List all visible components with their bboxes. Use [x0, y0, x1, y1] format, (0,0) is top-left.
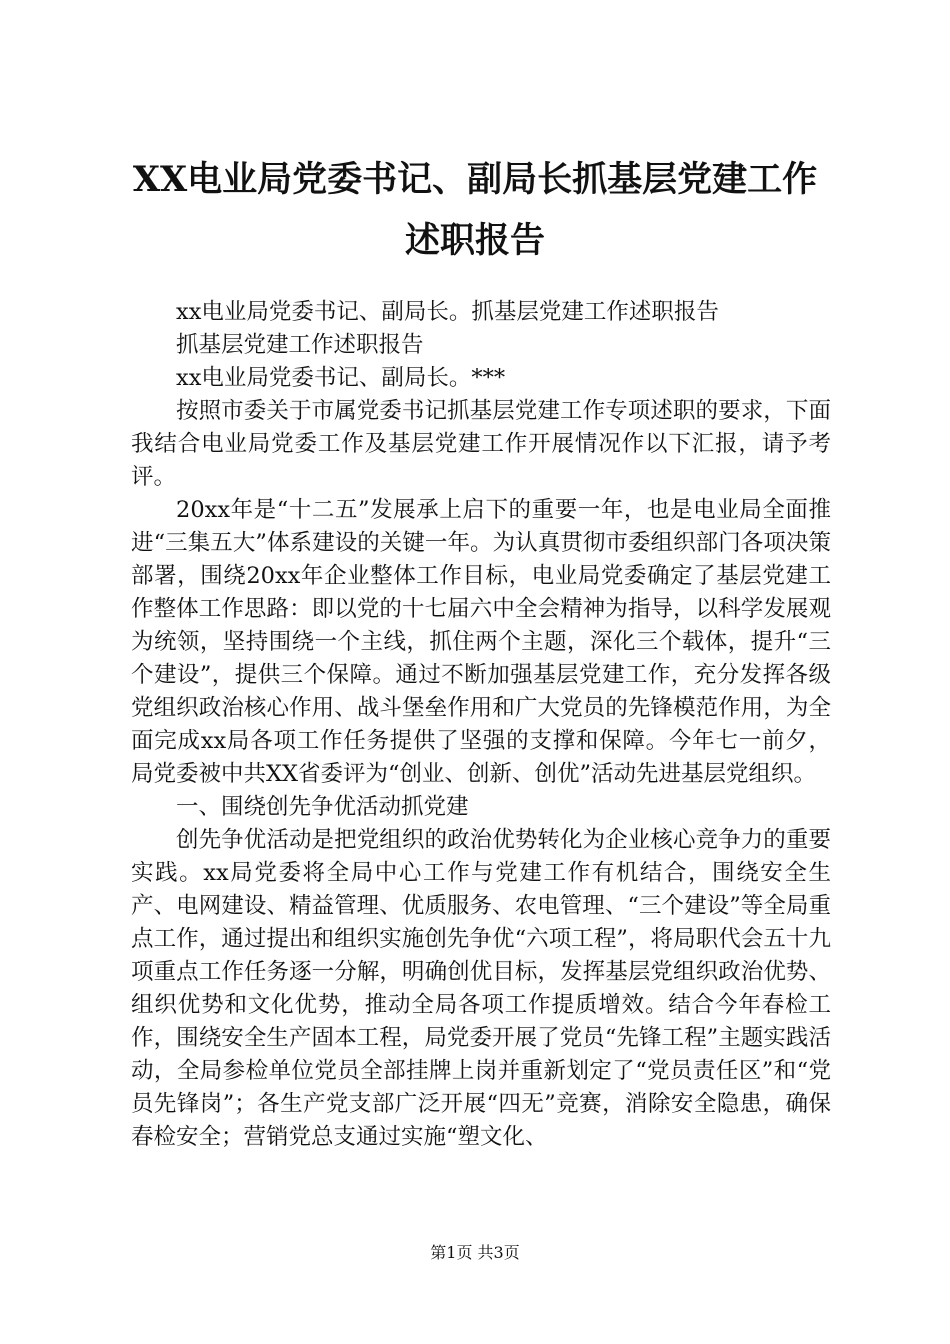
- document-title-line1: XX电业局党委书记、副局长抓基层党建工作: [132, 159, 818, 200]
- page-number: 第1页 共3页: [430, 1243, 520, 1262]
- document-body: [131, 296, 831, 1154]
- paragraph: 创先争优活动是把党组织的政治优势转化为企业核心竞争力的重要实践。xx局党委将全局中心工作与党建工作有机结合，围绕安全生产、电网建设、精益管理、优质服务、农电管理、“三个建设”等全局重点工作，通过提出和组织实施创先争优“六项工程”，将局职代会五十九项重点工作任务逐一分解，明确创优目标，发挥基层党组织政治优势、组织优势和文化优势，推动全局各项工作提质增效。结合今年春检工作，围绕安全生产固本工程，局党委开展了党员“先锋工程”主题实践活动，全局参检单位党员全部挂牌上岗并重新划定了“党员责任区”和“党员先锋岗”；各生产党支部广泛开展“四无”竞赛，消除安全隐患，确保春检安全；营销党总支通过实施“塑文化、: [131, 827, 831, 1150]
- paragraph: xx电业局党委书记、副局长。抓基层党建工作述职报告: [176, 299, 719, 325]
- paragraph: 按照市委关于市属党委书记抓基层党建工作专项述职的要求，下面我结合电业局党委工作及基层党建工作开展情况作以下汇报，请予考评。: [131, 398, 831, 490]
- paragraph: xx电业局党委书记、副局长。***: [176, 365, 506, 391]
- paragraph: 20xx年是“十二五”发展承上启下的重要一年，也是电业局全面推进“三集五大”体系建设的关键一年。为认真贯彻市委组织部门各项决策部署，围绕20xx年企业整体工作目标，电业局党委确定了基层党建工作整体工作思路：即以党的十七届六中全会精神为指导，以科学发展观为统领，坚持围绕一个主线，抓住两个主题，深化三个载体，提升“三个建设”，提供三个保障。通过不断加强基层党建工作，充分发挥各级党组织政治核心作用、战斗堡垒作用和广大党员的先锋模范作用，为全面完成xx局各项工作任务提供了坚强的支撑和保障。今年七一前夕，局党委被中共XX省委评为“创业、创新、创优”活动先进基层党组织。: [131, 497, 831, 787]
- paragraph: 抓基层党建工作述职报告: [176, 332, 424, 358]
- document-title-line2: 述职报告: [404, 220, 545, 261]
- section-heading: 一、围绕创先争优活动抓党建: [176, 794, 469, 820]
